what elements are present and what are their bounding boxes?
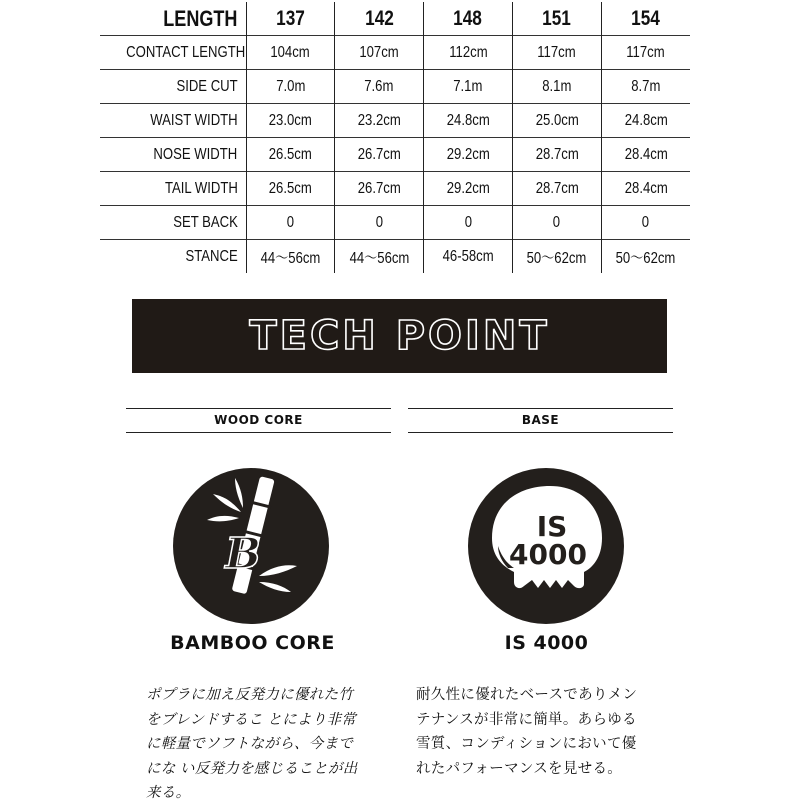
row-label: CONTACT LENGTH bbox=[100, 36, 246, 70]
length-142: 142 bbox=[335, 2, 424, 36]
table-cell: 112cm bbox=[424, 36, 513, 70]
table-cell: 23.2cm bbox=[335, 104, 424, 138]
table-cell: 8.7m bbox=[631, 77, 661, 95]
table-cell: 0 bbox=[424, 206, 513, 240]
length-151: 151 bbox=[512, 2, 601, 36]
table-cell: 29.2cm bbox=[424, 172, 513, 206]
base-heading: BASE bbox=[408, 408, 673, 433]
length-header: LENGTH bbox=[100, 2, 246, 36]
description-line: テナンスが非常に簡単。あらゆる bbox=[416, 711, 637, 728]
table-cell: 29.2cm bbox=[424, 138, 513, 172]
wood-core-description bbox=[146, 683, 396, 806]
table-cell: 117cm bbox=[512, 36, 601, 70]
table-cell: 28.4cm bbox=[624, 145, 668, 163]
table-cell: 107cm bbox=[335, 36, 424, 70]
table-cell: 0 bbox=[335, 206, 424, 240]
row-label: TAIL WIDTH bbox=[100, 172, 246, 206]
table-row bbox=[100, 36, 690, 70]
length-148: 148 bbox=[424, 2, 513, 36]
table-cell: 50～62cm bbox=[615, 250, 676, 267]
table-cell: 7.0m bbox=[246, 70, 335, 104]
table-cell: 50～62cm bbox=[512, 240, 601, 274]
row-label: WAIST WIDTH bbox=[100, 104, 246, 138]
tech-point-banner bbox=[132, 299, 667, 373]
table-row bbox=[100, 138, 690, 172]
table-cell: 8.1m bbox=[512, 70, 601, 104]
table-cell: 24.8cm bbox=[624, 111, 668, 129]
table-cell: 44～56cm bbox=[335, 240, 424, 274]
table-cell: 0 bbox=[512, 206, 601, 240]
svg-text:B: B bbox=[225, 529, 261, 578]
table-cell: 24.8cm bbox=[424, 104, 513, 138]
description-line: れたパフォーマンスを見せる。 bbox=[416, 760, 623, 777]
description-line: をブレンドするこ とにより非常 bbox=[146, 711, 357, 728]
description-line: 雪質、コンディションにおいて優 bbox=[416, 736, 637, 752]
table-cell: 7.1m bbox=[424, 70, 513, 104]
table-cell: 28.7cm bbox=[512, 138, 601, 172]
skull-label-4000: 4000 bbox=[509, 538, 587, 571]
base-section bbox=[408, 408, 673, 433]
spec-header-row bbox=[100, 2, 690, 36]
row-label: SET BACK bbox=[100, 206, 246, 240]
wood-core-section bbox=[126, 408, 391, 433]
table-cell: 26.5cm bbox=[246, 172, 335, 206]
table-cell: 23.0cm bbox=[246, 104, 335, 138]
table-cell: 0 bbox=[642, 213, 650, 231]
table-cell: 117cm bbox=[626, 43, 666, 61]
table-cell: 28.7cm bbox=[512, 172, 601, 206]
table-cell: 26.5cm bbox=[246, 138, 335, 172]
base-title: IS 4000 bbox=[504, 632, 589, 654]
table-cell: 0 bbox=[246, 206, 335, 240]
row-label: NOSE WIDTH bbox=[100, 138, 246, 172]
length-137: 137 bbox=[246, 2, 335, 36]
wood-core-title: BAMBOO CORE bbox=[170, 632, 335, 654]
row-label: STANCE bbox=[100, 240, 246, 274]
description-line: に軽量でソフトながら、今まで bbox=[146, 736, 354, 752]
description-line: 来る。 bbox=[146, 785, 191, 801]
skull-icon bbox=[468, 468, 624, 624]
table-row bbox=[100, 104, 690, 138]
table-cell: 25.0cm bbox=[512, 104, 601, 138]
table-cell: 26.7cm bbox=[335, 138, 424, 172]
base-description bbox=[416, 683, 681, 781]
table-cell: 104cm bbox=[246, 36, 335, 70]
row-label: SIDE CUT bbox=[100, 70, 246, 104]
description-line: にな い反発力を感じることが出 bbox=[146, 760, 358, 777]
length-154: 154 bbox=[631, 6, 661, 30]
wood-core-heading: WOOD CORE bbox=[126, 408, 391, 433]
table-cell: 28.4cm bbox=[624, 179, 668, 197]
table-cell: 44～56cm bbox=[246, 240, 335, 274]
table-cell: 46-58cm bbox=[424, 240, 513, 274]
table-row bbox=[100, 172, 690, 206]
table-cell: 7.6m bbox=[335, 70, 424, 104]
description-line: ポプラに加え反発力に優れた竹 bbox=[146, 687, 354, 703]
skull-label-is: IS bbox=[536, 510, 568, 543]
table-row bbox=[100, 206, 690, 240]
description-line: 耐久性に優れたベースでありメン bbox=[416, 687, 638, 703]
spec-table bbox=[100, 2, 690, 273]
table-cell: 26.7cm bbox=[335, 172, 424, 206]
banner-title: TECH POINT bbox=[249, 313, 550, 359]
table-row bbox=[100, 240, 690, 274]
bamboo-b-icon bbox=[173, 468, 329, 624]
table-row bbox=[100, 70, 690, 104]
